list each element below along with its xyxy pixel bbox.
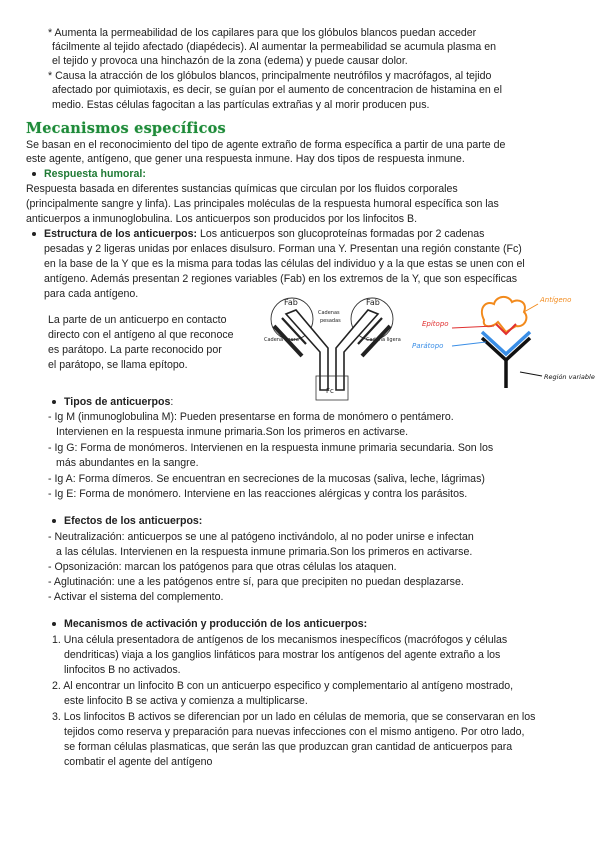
tipos-item: - Ig G: Forma de monómeros. Intervienen en la respuesta inmune primaria secundaria. Son los [48, 442, 494, 454]
paratopo-text-line: La parte de un anticuerpo en contacto [48, 314, 227, 326]
tipos-title-colon: : [170, 396, 174, 408]
tipos-title: Tipos de anticuerpos [64, 396, 171, 408]
efectos-item: a las células. Intervienen en la respuesta inmune primaria.Son los primeros en activarse. [56, 546, 473, 558]
estructura-text-line: antígeno. Además presentan 2 regiones variables (Fab) en los extremos de la Y, que son específicas [44, 273, 518, 285]
antigen-arrow [524, 304, 538, 312]
epitopo-label: Epítopo [422, 320, 449, 328]
mecanismos-item: dendriticas) viaja a los ganglios linfáticos para mostrar los antígenos del agente extraño a los [64, 649, 501, 661]
section-title: Mecanismos específicos [26, 120, 226, 137]
bullet-icon [52, 519, 56, 523]
humoral-text-line: (principalmente sangre y linfa). Las principales moléculas de la respuesta humoral específica son las [26, 198, 499, 210]
humoral-title: Respuesta humoral: [44, 168, 146, 180]
mecanismos-item: este linfocito B se activa y comienza a multiplicarse. [64, 695, 308, 707]
section-intro-line: Se basan en el reconocimiento del tipo de agente extraño de forma específica a partir de una parte de [26, 139, 506, 151]
region-variable-arrow [520, 372, 542, 376]
intro-line: afectado por quimiotaxis, es decir, se guían por el aumento de concentracion de histamina en el [52, 84, 502, 96]
efectos-title: Efectos de los anticuerpos: [64, 515, 203, 527]
bullet-icon [52, 622, 56, 626]
bullet-icon [52, 400, 56, 404]
paratopo-text-line: directo con el antígeno al que reconoce [48, 329, 234, 341]
efectos-item: - Activar el sistema del complemento. [48, 591, 224, 603]
intro-line: medio. Estas células fagocitan a las partículas extrañas y al morir producen pus. [52, 99, 430, 111]
cadena-ligera-right-label: Cadena ligera [366, 337, 401, 343]
section-intro-line: este agente, antígeno, que gener una respuesta inmune. Hay dos tipos de respuesta inmune. [26, 153, 465, 165]
paratopo-label: Parátopo [412, 342, 444, 350]
mecanismos-item: linfocitos B no activados. [64, 664, 181, 676]
efectos-item: - Aglutinación: une a les patógenos entre sí, para que precipiten no puedan desplazarse. [48, 576, 464, 588]
intro-line: fácilmente al tejido afectado (diapédecis). Al aumentar la permeabilidad se acumula plasma en [52, 41, 497, 53]
efectos-item: - Neutralización: anticuerpos se une al patógeno inctivándolo, al no poder unirse e infectan [48, 531, 474, 543]
tipos-item: - Ig A: Forma dímeros. Se encuentran en secreciones de la mucosas (saliva, leche, lágrimas) [48, 473, 485, 485]
region-variable-label: Región variable [544, 373, 595, 381]
estructura-text-line: en la base de la Y que es la misma para todas las células del individuo y a la que estas se unen con el [44, 258, 525, 270]
tipos-item: Intervienen en la respuesta inmune primaria.Son los primeros en activarse. [56, 426, 409, 438]
heavy-chain-right [336, 310, 378, 390]
cadenas-pesadas-label: Cadenas [318, 310, 340, 316]
mecanismos-title: Mecanismos de activación y producción de los anticuerpos: [64, 618, 368, 630]
efectos-item: - Opsonización: marcan los patógenos para que otras células los ataquen. [48, 561, 397, 573]
antigen-binding-diagram [412, 290, 596, 398]
cadenas-pesadas-label: pesadas [320, 318, 341, 324]
intro-line: el tejido y provoca una hinchazón de la zona (edema) y puede causar dolor. [52, 55, 408, 67]
intro-line: * Causa la atracción de los glóbulos blancos, principalmente neutrófilos y macrófagos, al tejido [48, 70, 492, 82]
mecanismos-heading [52, 617, 367, 631]
estructura-text-line: Los anticuerpos son glucoproteínas formadas por 2 cadenas [197, 228, 485, 240]
tipos-item: - Ig M (inmunoglobulina M): Pueden presentarse en forma de monómero o pentámero. [48, 411, 454, 423]
mecanismos-item: combatir el agente del antígeno [64, 756, 213, 768]
humoral-heading [32, 167, 146, 181]
mecanismos-item: se forman células plasmaticas, que serán las que produzcan gran cantidad de anticuerpos para [64, 741, 513, 753]
paratopo-text-line: el parátopo, se llama epítopo. [48, 359, 188, 371]
mecanismos-item: 3. Los linfocitos B activos se diferencian por un lado en células de memoria, que se conservaran en los [52, 711, 536, 723]
bullet-icon [32, 172, 36, 176]
mecanismos-item: 1. Una célula presentadora de antígenos de los mecanismos inespecíficos (macrófogos y células [52, 634, 508, 646]
mecanismos-item: 2. Al encontrar un linfocito B con un anticuerpo especifico y complementario al antígeno mostrado, [52, 680, 514, 692]
efectos-heading [52, 514, 202, 528]
humoral-text-line: Respuesta basada en diferentes sustancias químicas que circulan por los fluidos corporales [26, 183, 458, 195]
fab-left-label: Fab [284, 298, 298, 307]
tipos-item: - Ig E: Forma de monómero. Interviene en las reacciones alérgicas y contra los parásitos. [48, 488, 468, 500]
antigeno-label: Antígeno [540, 296, 572, 304]
cadena-ligera-left-label: Cadena ligera [264, 337, 299, 343]
intro-line: * Aumenta la permeabilidad de los capilares para que los glóbulos blancos puedan acceder [48, 27, 477, 39]
antibody-structure-diagram [262, 292, 404, 404]
paratopo-text-line: es parátopo. La parte reconocido por [48, 344, 222, 356]
estructura-title: Estructura de los anticuerpos: [44, 228, 198, 240]
estructura-text-line: pesadas y 2 ligeras unidas por enlaces disulsuro. Forman una Y. Presentan una región constante (Fc) [44, 243, 522, 255]
antibody-arms [482, 338, 530, 360]
humoral-text-line: anticuerpos a inmunoglobulina. Los anticuerpos son producidos por los linfocitos B. [26, 213, 418, 225]
fab-right-label: Fab [366, 298, 380, 307]
tipos-heading [52, 395, 173, 409]
tipos-item: más abundantes en la sangre. [56, 457, 199, 469]
fc-label: Fc [326, 387, 334, 395]
paratope-arrow [452, 342, 486, 346]
estructura-heading [32, 227, 484, 241]
mecanismos-item: tejidos como reserva y preparación para nuevas infecciones con el mismo antigeno. Por otro lado, [64, 726, 525, 738]
bullet-icon [32, 232, 36, 236]
estructura-text-line: para cada antígeno. [44, 288, 139, 300]
